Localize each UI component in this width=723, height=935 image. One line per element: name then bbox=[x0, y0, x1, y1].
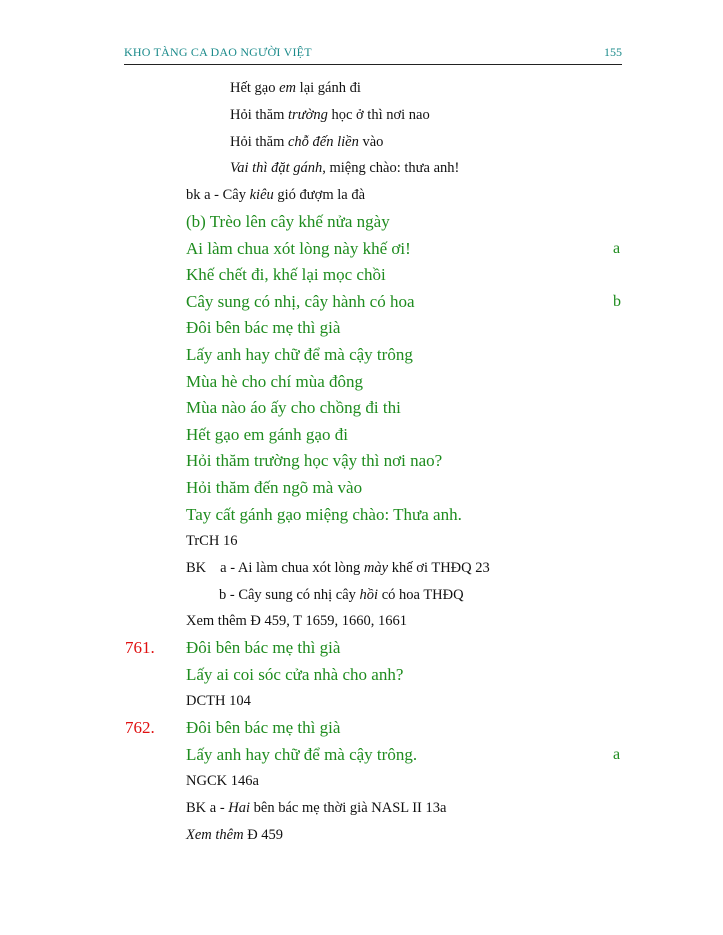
variant-marker: a bbox=[613, 746, 621, 763]
cross-reference: Xem thêm Đ 459, T 1659, 1660, 1661 bbox=[186, 613, 407, 629]
page-header bbox=[124, 44, 622, 65]
poem-number: 762. bbox=[125, 718, 155, 737]
variant-note: b - Cây sung có nhị cây hồi có hoa THĐQ bbox=[219, 587, 464, 603]
verse-line: Đôi bên bác mẹ thì già bbox=[186, 718, 341, 737]
verse-line: Đôi bên bác mẹ thì già bbox=[186, 318, 341, 337]
verse-line: Lấy ai coi sóc cửa nhà cho anh? bbox=[186, 665, 404, 684]
variant-marker: a bbox=[613, 240, 621, 257]
verse-line: (b) Trèo lên cây khế nửa ngày bbox=[186, 212, 390, 231]
verse-line: Hỏi thăm chỗ đến liền vào bbox=[230, 134, 384, 150]
variant-note: BK a - Hai bên bác mẹ thời già NASL II 13a bbox=[186, 800, 447, 816]
verse-line: Tay cất gánh gạo miệng chào: Thưa anh. bbox=[186, 505, 462, 524]
verse-line: Vai thì đặt gánh, miệng chào: thưa anh! bbox=[230, 160, 460, 176]
running-title: KHO TÀNG CA DAO NGƯỜI VIỆT bbox=[124, 45, 312, 59]
verse-line: Khế chết đi, khế lại mọc chồi bbox=[186, 265, 386, 284]
variant-marker: b bbox=[613, 293, 621, 310]
source-citation: NGCK 146a bbox=[186, 773, 259, 789]
verse-line: Lấy anh hay chữ để mà cậy trông. bbox=[186, 745, 418, 764]
verse-line: Ai làm chua xót lòng này khế ơi! bbox=[186, 239, 411, 258]
verse-line: Hết gạo em lại gánh đi bbox=[230, 80, 361, 96]
verse-line: Mùa hè cho chí mùa đông bbox=[186, 372, 364, 391]
verse-line: Hỏi thăm trường học ở thì nơi nao bbox=[230, 107, 430, 123]
variant-note: bk a - Cây kiêu gió đượm la đà bbox=[186, 187, 366, 203]
verse-line: Cây sung có nhị, cây hành có hoa bbox=[186, 292, 415, 311]
source-citation: TrCH 16 bbox=[186, 533, 238, 549]
verse-line: Hết gạo em gánh gạo đi bbox=[186, 425, 348, 444]
page-number: 155 bbox=[604, 45, 622, 59]
verse-line: Đôi bên bác mẹ thì già bbox=[186, 638, 341, 657]
cross-reference: Xem thêm Đ 459 bbox=[186, 827, 284, 843]
source-citation: DCTH 104 bbox=[186, 693, 251, 709]
verse-line: Hỏi thăm đến ngõ mà vào bbox=[186, 478, 363, 497]
verse-line: Lấy anh hay chữ để mà cậy trông bbox=[186, 345, 413, 364]
verse-line: Hỏi thăm trường học vậy thì nơi nao? bbox=[186, 451, 443, 470]
variant-note: BK a - Ai làm chua xót lòng mày khế ơi THĐQ 23 bbox=[186, 560, 490, 576]
verse-line: Mùa nào áo ấy cho chồng đi thi bbox=[186, 398, 401, 417]
poem-number: 761. bbox=[125, 638, 155, 657]
